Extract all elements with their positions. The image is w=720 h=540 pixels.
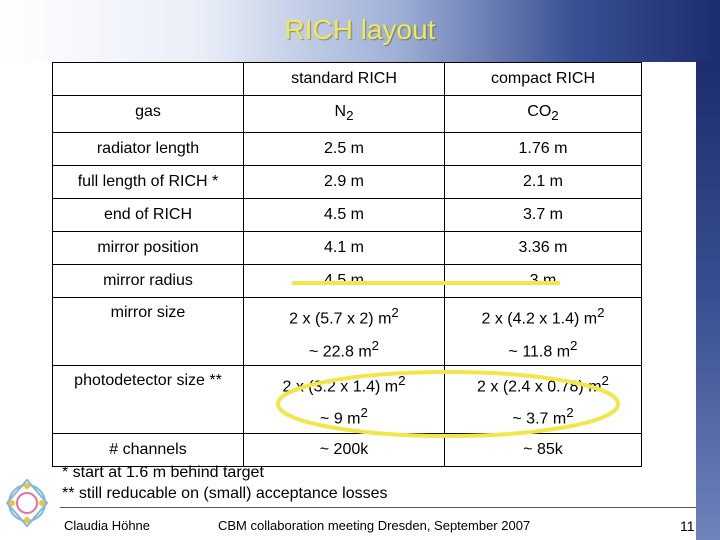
- page-number: 11: [680, 518, 695, 534]
- value-sup: 2: [391, 305, 399, 321]
- photodetector-compact-line1: [445, 368, 641, 400]
- cell-compact: 1.76 m: [445, 133, 642, 166]
- cell-compact: 3 m: [445, 265, 642, 298]
- row-label: mirror size: [53, 298, 244, 366]
- gas-standard-sub: 2: [346, 108, 354, 124]
- value-sup: 2: [360, 405, 368, 421]
- value-text: ~ 3.7 m: [512, 410, 567, 428]
- cell-standard: 2.9 m: [244, 166, 445, 199]
- cell-compact: 3.7 m: [445, 199, 642, 232]
- value-sup: 2: [371, 337, 380, 353]
- mirror-size-compact-line2: [445, 333, 641, 365]
- footnote-2: ** still reducable on (small) acceptance losses: [62, 485, 388, 502]
- cell-standard: [244, 365, 445, 433]
- cell-standard: ~ 200k: [244, 433, 445, 466]
- cell-compact: [445, 298, 642, 366]
- value-text: ~ 9 m: [320, 410, 361, 428]
- table-row: [53, 265, 642, 298]
- cell-compact: [445, 96, 642, 133]
- photodetector-compact-line2: [445, 400, 641, 432]
- row-label: mirror position: [53, 232, 244, 265]
- header-standard-rich: standard RICH: [244, 63, 445, 96]
- table-row: [53, 133, 642, 166]
- table-row: [53, 365, 642, 433]
- gas-standard: N: [334, 103, 347, 120]
- value-sup: 2: [597, 305, 605, 321]
- value-text: 2 x (2.4 x 0.78) m: [477, 378, 602, 396]
- photodetector-standard-line2: [244, 400, 444, 432]
- table-row: [53, 298, 642, 366]
- row-label: # channels: [53, 433, 244, 466]
- row-label: full length of RICH *: [53, 166, 244, 199]
- footnotes: [62, 462, 387, 504]
- rich-comparison-table: [52, 62, 642, 467]
- cell-compact: 2.1 m: [445, 166, 642, 199]
- row-label: radiator length: [53, 133, 244, 166]
- value-sup: 2: [601, 372, 609, 388]
- cell-compact: 3.36 m: [445, 232, 642, 265]
- table-row: [53, 96, 642, 133]
- value-text: 2 x (3.2 x 1.4) m: [282, 378, 399, 396]
- mirror-size-compact-line1: [445, 300, 641, 332]
- cell-standard: [244, 298, 445, 366]
- value-text: ~ 22.8 m: [308, 342, 372, 360]
- cell-compact: ~ 85k: [445, 433, 642, 466]
- gas-compact-sub: 2: [551, 108, 559, 124]
- table-row: [53, 166, 642, 199]
- cell-standard: 4.5 m: [244, 265, 445, 298]
- photodetector-standard-line1: [244, 368, 444, 400]
- row-label: gas: [53, 96, 244, 133]
- cell-compact: [445, 365, 642, 433]
- value-text: 2 x (4.2 x 1.4) m: [481, 310, 598, 328]
- cell-standard: 2.5 m: [244, 133, 445, 166]
- cell-standard: 4.5 m: [244, 199, 445, 232]
- table-header-row: [53, 63, 642, 96]
- cell-standard: 4.1 m: [244, 232, 445, 265]
- value-sup: 2: [566, 405, 574, 421]
- header-cell-empty: [53, 63, 244, 96]
- value-text: 2 x (5.7 x 2) m: [289, 310, 392, 328]
- value-sup: 2: [570, 337, 578, 353]
- cell-standard: [244, 96, 445, 133]
- side-bar: [696, 62, 720, 540]
- cbm-logo-icon: [2, 468, 52, 538]
- value-sup: 2: [398, 372, 406, 388]
- gas-compact: CO: [527, 103, 552, 120]
- row-label: mirror radius: [53, 265, 244, 298]
- footnote-1: * start at 1.6 m behind target: [62, 464, 264, 481]
- footer-event: CBM collaboration meeting Dresden, September 2007: [218, 518, 531, 533]
- slide-title: RICH layout: [284, 14, 436, 45]
- footer-author: Claudia Höhne: [64, 518, 151, 533]
- row-label: end of RICH: [53, 199, 244, 232]
- mirror-size-standard-line1: [244, 300, 444, 332]
- table-row: [53, 199, 642, 232]
- mirror-size-standard-line2: [244, 333, 444, 365]
- value-text: ~ 11.8 m: [508, 342, 571, 360]
- row-label: photodetector size **: [53, 365, 244, 433]
- footer-divider: [60, 507, 696, 508]
- header-compact-rich: compact RICH: [445, 63, 642, 96]
- table-row: [53, 232, 642, 265]
